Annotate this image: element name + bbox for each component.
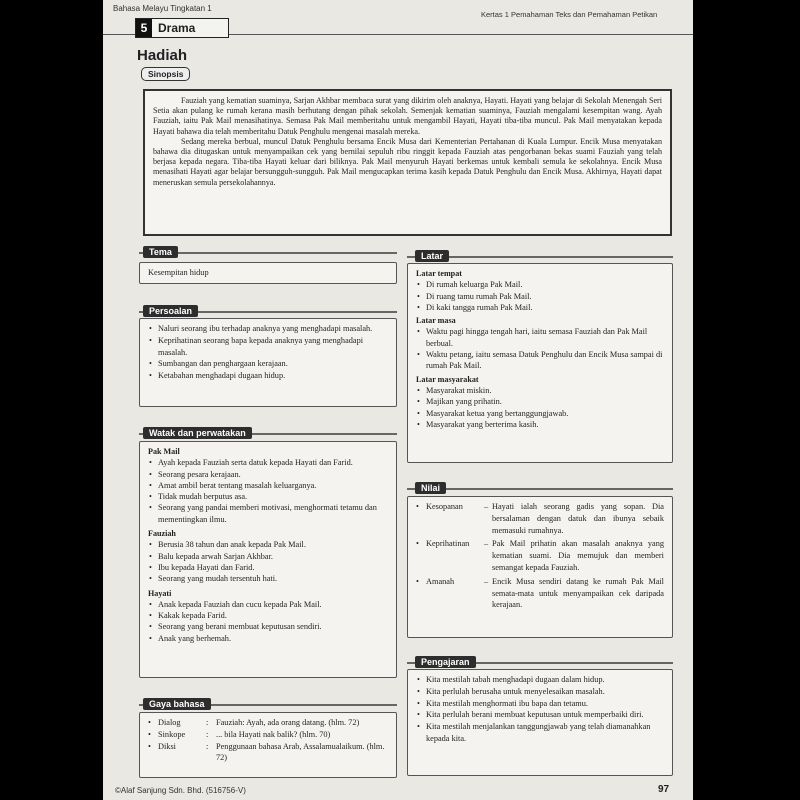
textbook-page [103,0,693,800]
latar-item: • Waktu pagi hingga tengah hari, iaitu semasa Fauziah dan Pak Mail berbual. [416,326,664,349]
latar-item: • Di ruang tamu rumah Pak Mail. [416,291,664,302]
latar-item: • Di rumah keluarga Pak Mail. [416,279,664,290]
latar-item: • Di kaki tangga rumah Pak Mail. [416,302,664,313]
sinopsis-label: Sinopsis [141,67,190,81]
nilai-separator [407,488,673,490]
watak-item: • Seorang yang berani membuat keputusan sendiri. [148,621,388,632]
watak-item: • Berusia 38 tahun dan anak kepada Pak Mail. [148,539,388,550]
watak-item: • Amat ambil berat tentang masalah keluarganya. [148,480,388,491]
gaya-row: • Diksi : Penggunaan bahasa Arab, Assalamualaikum. (hlm. 72) [148,741,388,765]
sinopsis-paragraph-2: Sedang mereka berbual, muncul Datuk Penghulu bersama Encik Musa dari Kementerian Pertahanan di Kuala Lumpur. Encik Musa menyatakan bahawa dia ditugaskan untuk menyampaikan cek yang bernilai sepuluh ribu ringgit kepada Fauziah atas pengorbanan bekas suami Fauziah yang telah berjasa kepada negara. Tiba-tiba Hayati keluar dari biliknya. Pak Mail menyuruh Hayati berkemas untuk kembali semula ke sekolahnya. Encik Musa menasihati Hayati agar belajar bersungguh-sungguh. Pak Mail mengucapkan terima kasih kepada Datuk Penghulu dan Encik Musa. Akhirnya, Hayati dapat meneruskan semula persekolahannya. [153,136,662,187]
watak-name-pak-mail: Pak Mail [148,447,180,456]
watak-label: Watak dan perwatakan [143,427,252,439]
sinopsis-box [143,89,672,236]
watak-name-fauziah: Fauziah [148,529,176,539]
tema-text: Kesempitan hidup [148,268,209,277]
pengajaran-item: • Kita perlulah berani membuat keputusan untuk memperbaiki diri. [416,709,664,721]
pengajaran-box [407,669,673,776]
watak-item: • Anak yang berhemah. [148,633,388,644]
latar-item: • Masyarakat yang berterima kasih. [416,419,664,430]
watak-item: • Seorang pesara kerajaan. [148,469,388,480]
persoalan-item: • Naluri seorang ibu terhadap anaknya yang menghadapi masalah. [148,323,388,335]
watak-name-hayati: Hayati [148,588,172,598]
gaya-row: • Dialog : Fauziah: Ayah, ada orang datang. (hlm. 72) [148,717,388,729]
watak-item: • Ibu kepada Hayati dan Farid. [148,562,388,573]
nilai-box [407,496,673,638]
persoalan-box [139,318,397,407]
latar-label: Latar [415,250,449,262]
sinopsis-paragraph-1: Fauziah yang kematian suaminya, Sarjan Akhbar membaca surat yang dikirim oleh anaknya, Hayati. Hayati yang belajar di Sekolah Menengah Seri Setia akan pulang ke rumah kerana masih berhutang dengan pihak sekolah. Semenjak kematian suaminya, Fauziah mengalami kesempitan wang. Ayah Fauziah, iaitu Pak Mail menasihatinya. Semasa Pak Mail memberitahu untuk mengambil Hayati, Hayati tiba-tiba muncul. Pak Mail menyatakan kepada Hayati bahawa dia telah memberitahu Datuk Penghulu mengenai masalah mereka. [153,96,662,136]
gaya-key: • Diksi [148,741,206,765]
nilai-row: • Amanah – Encik Musa sendiri datang ke rumah Pak Mail semata-mata untuk menyampaikan cek daripada kerajaan. [416,576,664,611]
nilai-value: Encik Musa sendiri datang ke rumah Pak Mail semata-mata untuk menyampaikan cek daripada kerajaan. [492,576,664,610]
gaya-box [139,712,397,778]
watak-item: • Kakak kepada Farid. [148,610,388,621]
nilai-row: • Keprihatinan – Pak Mail prihatin akan masalah anaknya yang kematian suami. Dia memujuk dan memberi semangat kepada Fauziah. [416,538,664,573]
latar-item: • Majikan yang prihatin. [416,396,664,407]
pengajaran-item: • Kita mestilah menghormati ibu bapa dan tetamu. [416,698,664,710]
chapter-badge [135,18,229,38]
persoalan-label: Persoalan [143,305,198,317]
header-book-title: Bahasa Melayu Tingkatan 1 [113,4,212,13]
pengajaran-label: Pengajaran [415,656,476,668]
latar-item: • Waktu petang, iaitu semasa Datuk Penghulu dan Encik Musa sampai di rumah Pak Mail. [416,349,664,372]
gaya-key: • Sinkope [148,729,206,741]
gaya-value: ... bila Hayati nak balik? (hlm. 70) [216,729,331,739]
latar-tempat-heading: Latar tempat [416,269,462,278]
nilai-label: Nilai [415,482,446,494]
page-title: Hadiah [137,47,188,64]
nilai-row: • Kesopanan – Hayati ialah seorang gadis yang sopan. Dia bersalaman dengan datuk dan ibunya sebaik memasuki rumahnya. [416,501,664,536]
persoalan-item: • Keprihatinan seorang bapa kepada anaknya yang menghadapi masalah. [148,335,388,359]
pengajaran-item: • Kita mestilah tabah menghadapi dugaan dalam hidup. [416,674,664,686]
watak-item: • Seorang yang pandai memberi motivasi, menghormati tetamu dan mementingkan ilmu. [148,502,388,525]
watak-item: • Seorang yang mudah tersentuh hati. [148,573,388,584]
gaya-label: Gaya bahasa [143,698,211,710]
pengajaran-item: • Kita perlulah berusaha untuk menyelesaikan masalah. [416,686,664,698]
page-number: 97 [658,784,670,795]
chapter-title: Drama [158,21,196,35]
latar-masyarakat-heading: Latar masyarakat [416,374,479,384]
gaya-value: Penggunaan bahasa Arab, Assalamualaikum. (hlm. 72) [216,741,385,763]
watak-item: • Ayah kepada Fauziah serta datuk kepada Hayati dan Farid. [148,457,388,468]
nilai-key: • Keprihatinan [416,538,484,573]
latar-masa-heading: Latar masa [416,316,456,326]
latar-item: • Masyarakat ketua yang bertanggungjawab. [416,408,664,419]
header-paper-title: Kertas 1 Pemahaman Teks dan Pemahaman Petikan [481,10,658,19]
latar-box [407,263,673,463]
nilai-key: • Amanah [416,576,484,611]
pengajaran-item: • Kita mestilah menjalankan tanggungjawab yang telah diamanahkan kepada kita. [416,721,664,745]
watak-box [139,441,397,678]
footer-publisher: ©Alaf Sanjung Sdn. Bhd. (516756-V) [115,786,246,795]
watak-item: • Anak kepada Fauziah dan cucu kepada Pak Mail. [148,599,388,610]
watak-item: • Tidak mudah berputus asa. [148,491,388,502]
nilai-value: Pak Mail prihatin akan masalah anaknya yang kematian suami. Dia memujuk dan memberi semangat kepada Fauziah. [492,539,664,572]
gaya-value: Fauziah: Ayah, ada orang datang. (hlm. 72) [216,718,360,727]
nilai-key: • Kesopanan [416,501,484,536]
chapter-number: 5 [136,19,152,37]
gaya-row: • Sinkope : ... bila Hayati nak balik? (hlm. 70) [148,729,388,741]
tema-box [139,262,397,284]
nilai-value: Hayati ialah seorang gadis yang sopan. Dia bersalaman dengan datuk dan ibunya sebaik memasuki rumahnya. [492,502,664,535]
tema-label: Tema [143,246,178,258]
latar-item: • Masyarakat miskin. [416,385,664,396]
watak-item: • Balu kepada arwah Sarjan Akhbar. [148,551,388,562]
persoalan-item: • Ketabahan menghadapi dugaan hidup. [148,370,388,382]
persoalan-item: • Sumbangan dan penghargaan kerajaan. [148,358,388,370]
gaya-key: • Dialog [148,717,206,729]
